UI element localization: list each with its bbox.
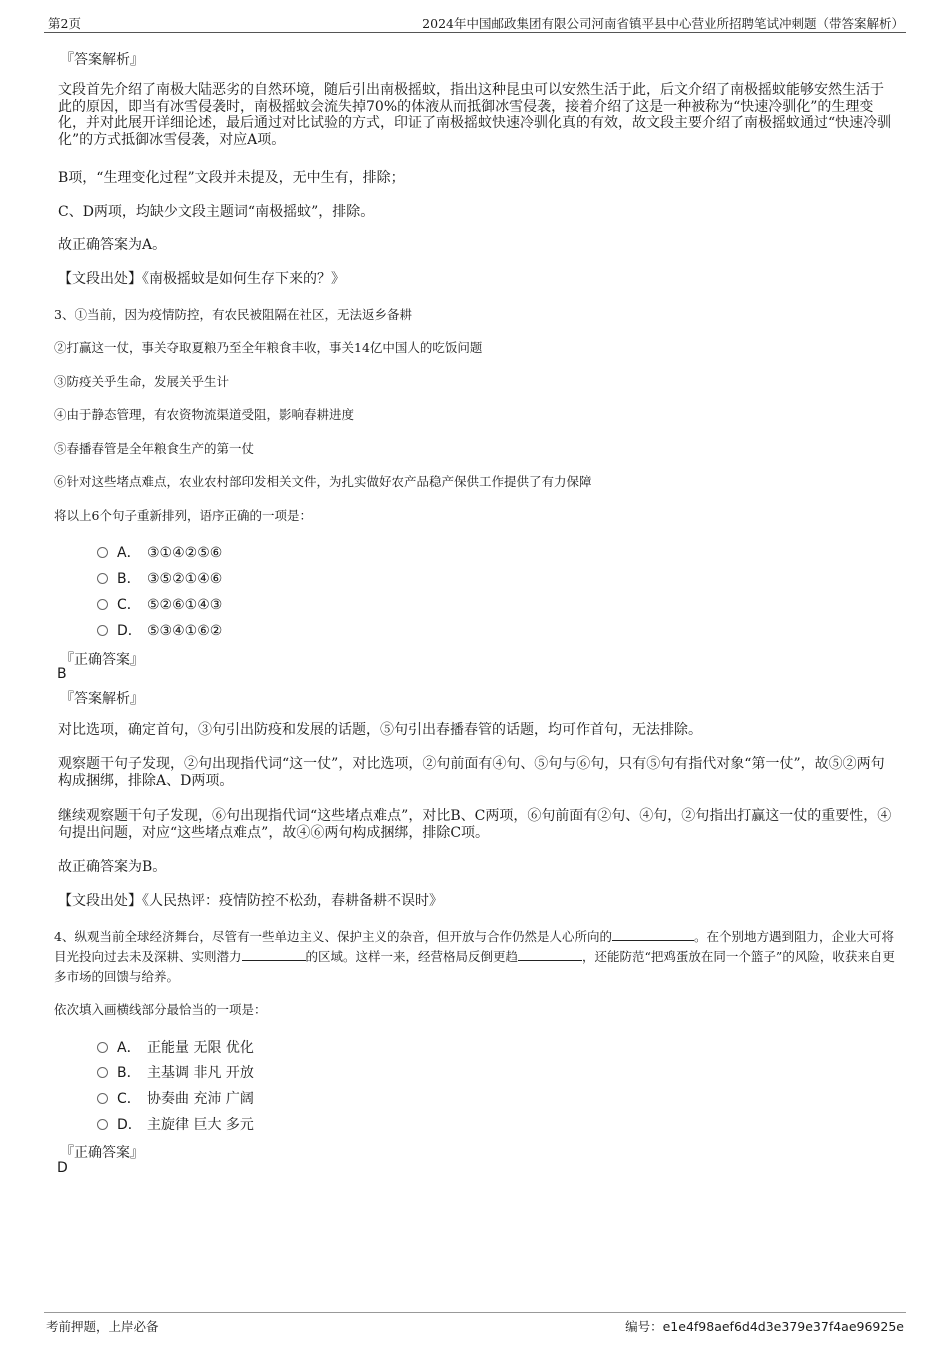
page-number: 第2页 [48,16,81,31]
q3-sentence-4: ④由于静态管理，有农资物流渠道受阻，影响春耕进度 [54,407,355,422]
footer-slogan: 考前押题，上岸必备 [46,1319,159,1334]
q3-option-a[interactable]: A． ③①④②⑤⑥ [97,542,222,562]
q3-source: 【文段出处】《人民热评：疫情防控不松劲，春耕备耕不误时》 [58,893,443,909]
q4-stem: 4、纵观当前全球经济舞台，尽管有一些单边主义、保护主义的杂音，但开放与合作仍然是人心所向的 。在个别地方遇到阻力，企业大可将目光投向过去未及深耕、实则潜力 的区域。这样一来，经营格局反倒更趋 ，还能防范“把鸡蛋放在同一个篮子”的风险，收获来自更多市场的回馈与给养。 [54,929,895,984]
q3-answer: B [57,666,67,682]
page-header [44,14,906,33]
q3-prompt: 将以上6个句子重新排列，语序正确的一项是： [54,508,312,523]
q3-answer-label: 『正确答案』 [60,652,144,668]
q3-option-b[interactable]: B． ③⑤②①④⑥ [97,568,222,588]
q3-analysis-paragraph-3: 继续观察题干句子发现，⑥句出现指代词“这些堵点难点”，对比B、C两项，⑥句前面有②句、④句，②句指出打赢这一仗的重要性，④句提出问题，对应“这些堵点难点”，故④⑥两句构成捆绑，排除C项。 [58,808,892,841]
q4-option-c[interactable]: C． 协奏曲 充沛 广阔 [97,1088,254,1108]
q4-answer-label: 『正确答案』 [60,1145,144,1161]
q3-analysis-paragraph-2: 观察题干句子发现，②句出现指代词“这一仗”，对比选项，②句前面有④句、⑤句与⑥句，只有⑤句有指代对象“第一仗”，故⑤②两句构成捆绑，排除A、D两项。 [58,756,885,789]
q3-sentence-2: ②打赢这一仗，事关夺取夏粮乃至全年粮食丰收，事关14亿中国人的吃饭问题 [54,340,483,355]
blank-2[interactable] [242,948,306,961]
q4-option-b[interactable]: B． 主基调 非凡 开放 [97,1062,254,1082]
q2-analysis-label: 『答案解析』 [60,52,144,68]
radio-icon[interactable] [97,547,108,558]
q3-option-c[interactable]: C． ⑤②⑥①④③ [97,594,222,614]
page-footer [44,1312,906,1336]
radio-icon[interactable] [97,1093,108,1104]
q2-analysis-paragraph-1: 文段首先介绍了南极大陆恶劣的自然环境，随后引出南极摇蚊，指出这种昆虫可以安然生活于此，后文介绍了南极摇蚊能够安然生活于此的原因，即当有冰雪侵袭时，南极摇蚊会流失掉70%的体液从而抵御冰雪侵袭，接着介绍了这是一种被称为“快速冷驯化”的生理变化，并对此展开详细论述，最后通过对比试验的方式，印证了南极摇蚊快速冷驯化真的有效，故文段主要介绍了南极摇蚊通过“快速冷驯化”的方式抵御冰雪侵袭，对应A项。 [58,82,892,148]
q4-option-a[interactable]: A． 正能量 无限 优化 [97,1037,254,1057]
q3-sentence-1: 3、①当前，因为疫情防控，有农民被阻隔在社区，无法返乡备耕 [54,307,412,322]
radio-icon[interactable] [97,573,108,584]
q3-sentence-6: ⑥针对这些堵点难点，农业农村部印发相关文件，为扎实做好农产品稳产保供工作提供了有力保障 [54,474,592,489]
q3-analysis-paragraph-4: 故正确答案为B。 [58,859,167,875]
radio-icon[interactable] [97,625,108,636]
q3-option-d[interactable]: D． ⑤③④①⑥② [97,620,222,640]
document-title: 2024年中国邮政集团有限公司河南省镇平县中心营业所招聘笔试冲刺题（带答案解析） [422,16,904,31]
q3-sentence-5: ⑤春播春管是全年粮食生产的第一仗 [54,441,255,456]
q3-sentence-3: ③防疫关乎生命，发展关乎生计 [54,374,230,389]
radio-icon[interactable] [97,599,108,610]
q4-answer: D [57,1160,68,1176]
q4-option-d[interactable]: D． 主旋律 巨大 多元 [97,1114,254,1134]
document-id: 编号：e1e4f98aef6d4d3e379e37f4ae96925e [625,1319,904,1334]
radio-icon[interactable] [97,1119,108,1130]
blank-3[interactable] [518,948,582,961]
q2-analysis-paragraph-4: 故正确答案为A。 [58,237,167,253]
radio-icon[interactable] [97,1042,108,1053]
q2-source: 【文段出处】《南极摇蚊是如何生存下来的？》 [58,271,345,287]
q2-analysis-paragraph-2: B项，“生理变化过程”文段并未提及，无中生有，排除； [58,170,405,186]
q4-prompt: 依次填入画横线部分最恰当的一项是： [54,1002,267,1017]
q2-analysis-paragraph-3: C、D两项，均缺少文段主题词“南极摇蚊”，排除。 [58,204,375,220]
q3-analysis-label: 『答案解析』 [60,691,144,707]
blank-1[interactable] [612,928,694,941]
q3-analysis-paragraph-1: 对比选项，确定首句，③句引出防疫和发展的话题，⑤句引出春播春管的话题，均可作首句，无法排除。 [58,722,702,738]
radio-icon[interactable] [97,1067,108,1078]
